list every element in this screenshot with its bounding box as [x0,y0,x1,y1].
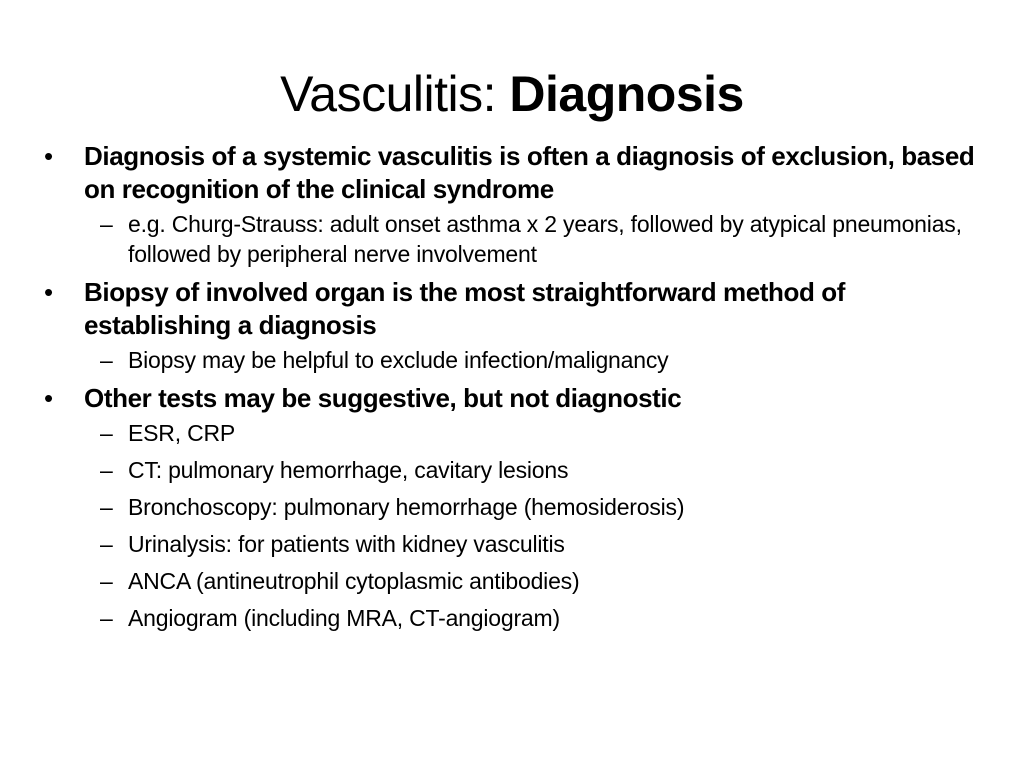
sub-text: ESR, CRP [128,420,236,446]
bullet-marker: • [44,383,53,413]
bullet-marker: • [44,141,53,171]
dash-marker: – [100,420,113,446]
sub-text: Angiogram (including MRA, CT-angiogram) [128,605,560,631]
sub-item [44,455,994,485]
bullet-item [44,140,994,206]
sub-item [44,566,994,596]
dash-marker: – [100,494,113,520]
sub-item [44,492,994,522]
slide-title [0,62,1024,126]
bullet-marker: • [44,277,53,307]
sub-text: CT: pulmonary hemorrhage, cavitary lesions [128,457,569,483]
dash-marker: – [100,457,113,483]
sub-text: Biopsy may be helpful to exclude infection/malignancy [128,347,669,373]
title-bold-text: Diagnosis [509,66,744,122]
sub-list [44,418,994,633]
sub-text: e.g. Churg-Strauss: adult onset asthma x 2 years, followed by atypical pneumonias, followed by peripheral nerve involvement [128,211,962,267]
bullet-text: Other tests may be suggestive, but not diagnostic [84,383,682,413]
sub-item [44,345,994,375]
bullet-list [44,140,994,640]
sub-item [44,603,994,633]
sub-text: Urinalysis: for patients with kidney vasculitis [128,531,565,557]
dash-marker: – [100,568,113,594]
bullet-item [44,276,994,342]
bullet-item [44,382,994,415]
sub-text: Bronchoscopy: pulmonary hemorrhage (hemosiderosis) [128,494,685,520]
bullet-text: Biopsy of involved organ is the most straightforward method of establishing a diagnosis [84,277,846,340]
sub-text: ANCA (antineutrophil cytoplasmic antibodies) [128,568,580,594]
dash-marker: – [100,531,113,557]
title-normal-text: Vasculitis: [280,66,510,122]
sub-list [44,209,994,269]
dash-marker: – [100,347,113,373]
dash-marker: – [100,605,113,631]
sub-list [44,345,994,375]
bullet-text: Diagnosis of a systemic vasculitis is often a diagnosis of exclusion, based on recognition of the clinical syndrome [84,141,975,204]
sub-item [44,529,994,559]
dash-marker: – [100,211,113,237]
sub-item [44,209,994,269]
sub-item [44,418,994,448]
